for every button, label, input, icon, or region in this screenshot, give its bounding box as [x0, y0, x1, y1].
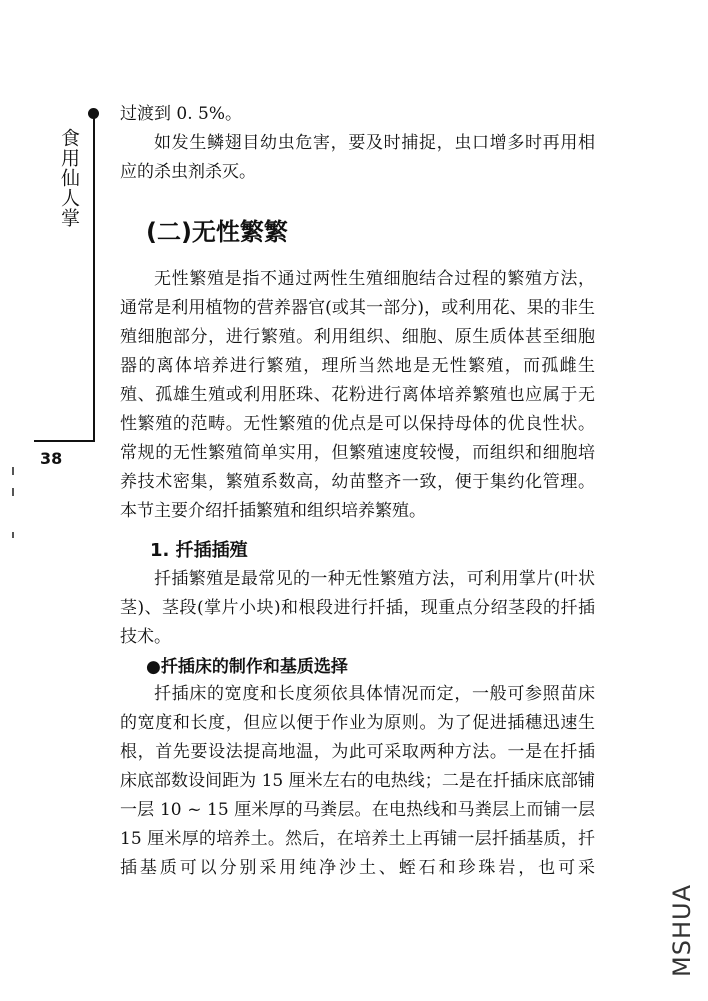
running-book-title: 食用仙人掌: [58, 128, 80, 228]
scan-mark: [12, 488, 14, 496]
scan-mark: [12, 532, 14, 538]
margin-rule-horizontal: [34, 440, 95, 442]
section-heading: (二)无性繁繁: [146, 218, 288, 246]
watermark-text: MSHUA: [668, 884, 696, 977]
paragraph-cutting-propagation: 扦插繁殖是最常见的一种无性繁殖方法，可利用掌片(叶状茎)、茎段(掌片小块)和根段进行扦插，现重点分绍茎段的扦插技术。: [120, 569, 595, 647]
page-number: 38: [40, 449, 63, 468]
bullet-heading: ●扦插床的制作和基质选择: [146, 657, 348, 677]
paragraph-pest-control: 如发生鳞翅目幼虫危害，要及时捕捉，虫口增多时再用相应的杀虫剂杀灭。: [120, 133, 595, 182]
subsection-heading: 1. 扦插插殖: [150, 540, 248, 561]
margin-rule-vertical: [93, 112, 95, 442]
carry-over-line: 过渡到 0. 5%。: [120, 104, 242, 124]
scan-mark: [12, 467, 14, 475]
paragraph-cutting-bed: 扦插床的宽度和长度须依具体情况而定，一般可参照苗床的宽度和长度，但应以便于作业为原则。为了促进插穗迅速生根，首先要设法提高地温，为此可采取两种方法。一是在扦插床底部数设间距为 15 厘米左右的电热线；二是在扦插床底部铺一层 10 ~ 15 厘米厚的马粪层。在电热线和马粪层上而铺一层 15 厘米厚的培养土。然后，在培养土上再铺一层扦插基质，扦插基质可以分别采用纯净沙土、蛭石和珍珠岩，也可采: [120, 684, 595, 878]
paragraph-asexual-reproduction: 无性繁殖是指不通过两性生殖细胞结合过程的繁殖方法，通常是利用植物的营养器官(或其一部分)，或利用花、果的非生殖细胞部分，进行繁殖。利用组织、细胞、原生质体甚至细胞器的离体培养进行繁殖，理所当然地是无性繁殖，而孤雌生殖、孤雄生殖或利用胚珠、花粉进行离体培养繁殖也应属于无性繁殖的范畴。无性繁殖的优点是可以保持母体的优良性状。常规的无性繁殖简单实用，但繁殖速度较慢，而组织和细胞培养技术密集，繁殖系数高，幼苗整齐一致，便于集约化管理。本节主要介绍扦插繁殖和组织培养繁殖。: [120, 269, 595, 521]
